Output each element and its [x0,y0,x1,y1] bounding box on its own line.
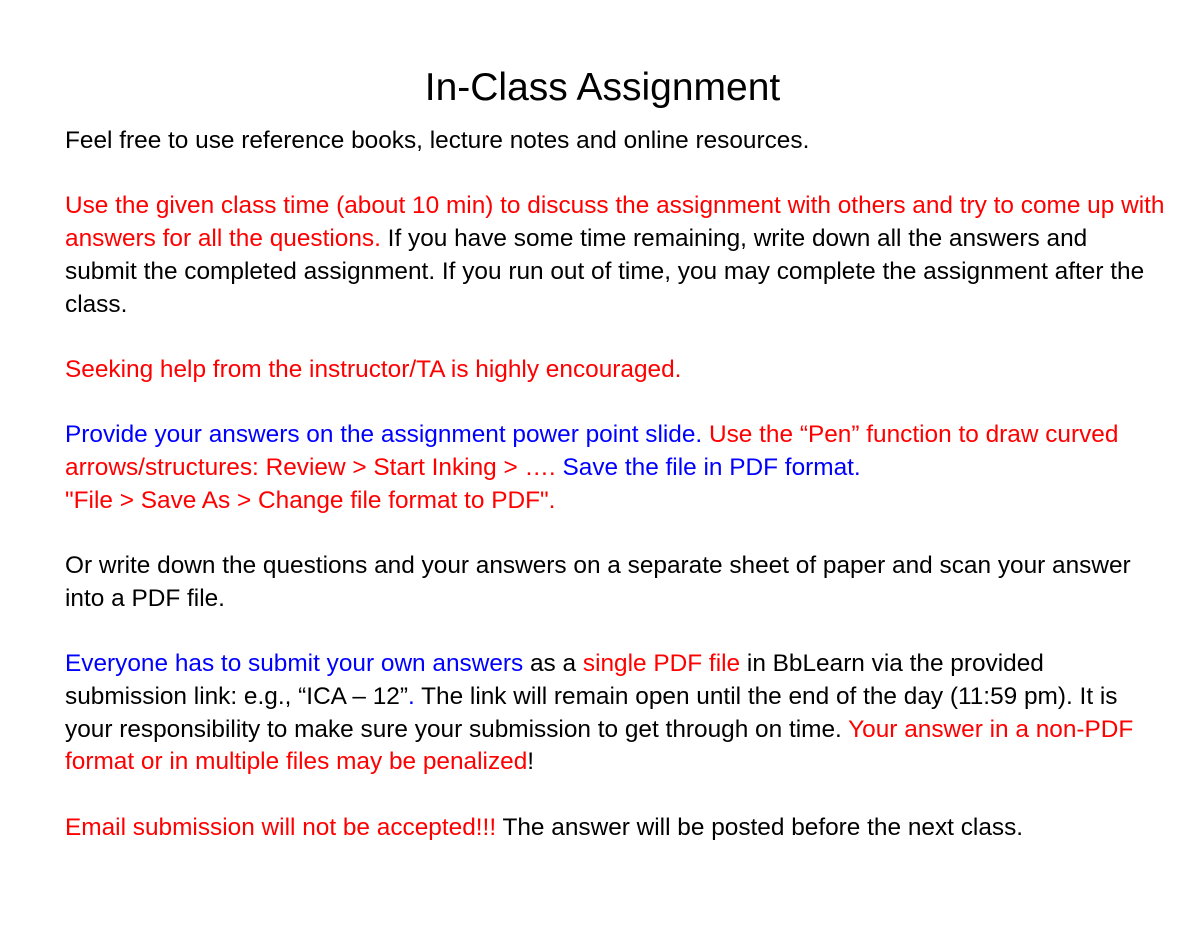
paragraph-class-time [65,190,1165,321]
text-run: Use the given class time (about 10 min) to discuss the assignment with others and try to come up with answers for all the questions. [65,192,1165,253]
paragraph-seeking-help [65,354,1165,387]
text-run: Everyone has to submit your own answers [65,650,524,678]
text-run: Or write down the questions and your answers on a separate sheet of paper and scan your answer into a PDF file. [65,552,1131,612]
text-run: The link will remain open until the end of the day (11:59 pm). It is your responsibility to make sure your submission to get through on time. [65,682,1118,743]
text-run: ! [527,748,535,776]
paragraph-paper-alternative [65,550,1165,615]
text-run: . [407,682,415,710]
paragraph-email-policy [65,812,1165,845]
paragraph-provide-answers [65,419,1165,517]
text-run: Seeking help from the instructor/TA is highly encouraged. [65,355,682,383]
paragraph-resources [65,125,1165,158]
text-run: If you have some time remaining, write down all the answers and submit the completed assignment. If you run out of time, you may complete the assignment after the class. [65,225,1145,318]
text-run: in BbLearn via the provided submission link: e.g., “ICA – 12” [65,650,1044,710]
text-run: "File > Save As > Change file format to PDF". [65,486,556,514]
paragraph-spacer [65,517,1165,550]
paragraph-spacer [65,387,1165,420]
text-run: single PDF file [582,650,741,678]
text-run: Save the file in PDF format. [555,453,861,481]
paragraph-spacer [65,321,1165,354]
text-run: Your answer in a non-PDF format or in multiple files may be penalized [65,715,1134,776]
text-run: Provide your answers on the assignment power point slide. [65,421,703,449]
text-run: as a [523,650,583,678]
text-run: The answer will be posted before the next class. [496,813,1024,841]
paragraph-spacer [65,779,1165,812]
paragraph-spacer [65,615,1165,648]
paragraph-submission [65,648,1165,779]
text-run: Email submission will not be accepted!!! [65,813,497,841]
slide-body [65,125,1165,844]
slide-title: In-Class Assignment [424,66,781,109]
paragraph-spacer [65,158,1165,191]
text-run: Feel free to use reference books, lecture notes and online resources. [65,127,810,154]
text-run: Use the “Pen” function to draw curved arrows/structures: Review > Start Inking > …. [65,421,1119,481]
